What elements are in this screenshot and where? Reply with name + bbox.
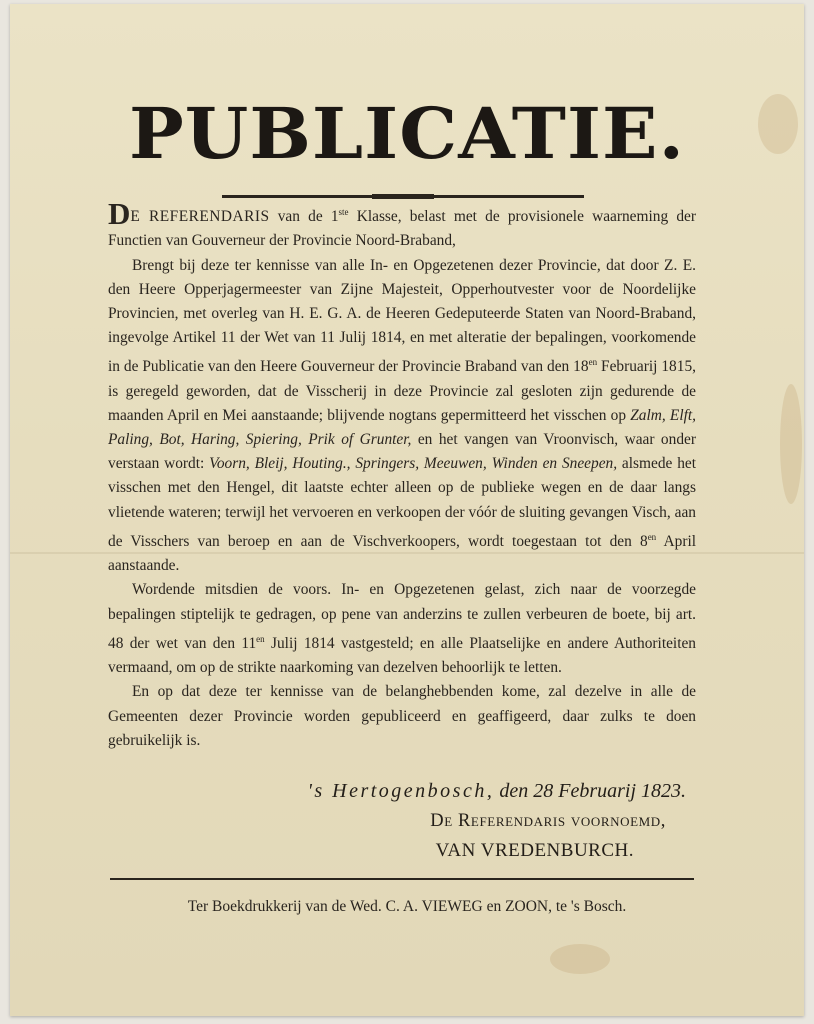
drop-cap: D	[108, 196, 131, 232]
foxing-stain	[780, 384, 802, 504]
page-title: PUBLICATIE.	[129, 92, 685, 175]
title-divider	[222, 195, 584, 198]
fish-list-allowed: Zalm, Elft, Paling, Bot, Haring, Spiering, Prik of Grunter,	[108, 406, 696, 449]
fish-list-vroonvisch: Voorn, Bleij, Houting., Springers, Meeuwen, Winden en Sneepen,	[209, 455, 618, 473]
obligation-paragraph: Wordende mitsdien de voors. In- en Opgezetenen gelast, zich naar de voorzegde bepalingen stiptelijk te gedragen, op pene van anderzins te zullen verbeuren de boete, bij art. 48 der wet van den $11^{en}$ Julij 1814 vastgesteld; en alle Plaatselijke en andere Authoriteiten vermaand, om op de strikte naarkoming van dezelven behoorlijk te letten.	[108, 581, 697, 677]
footer-divider	[110, 878, 694, 880]
foxing-stain	[550, 944, 610, 974]
document-body	[108, 196, 697, 753]
signature-name: VAN VREDENBURCH.	[435, 840, 634, 861]
signature-role: De Referendaris voornoemd,	[430, 811, 666, 831]
announcement-paragraph: Brengt bij deze ter kennisse van alle In- en Opgezetenen dezer Provincie, dat door Z. E. den Heere Opperjagermeester van Zijne Majesteit, Opperhoutvester voor de Noordelijke Provincien, met overleg van H. E. G. A. de Heeren Gedeputeerde Staten van Noord-Braband, ingevolge Artikel 11 der Wet van 11 Julij 1814, en met alteratie der bepalingen, voorkomende in de Publicatie van den Heere Gouverneur der Provincie Braband van den $18^{en}$ Februarij 1815, is geregeld geworden, dat de Visscherij in deze Provincie zal gesloten zijn gedurende de maanden April en Mei aanstaande; blijvende nogtans gepermitteerd het visschen op Zalm, Elft, Paling, Bot, Haring, Spiering, Prik of Grunter, en het vangen van Vroonvisch, waar onder verstaan wordt: Voorn, Bleij, Houting., Springers, Meeuwen, Winden en Sneepen, alsmede het visschen met den Hengel, dit laatste echter alleen op de publieke wegen en de daar langs vlietende wateren; terwijl het vervoeren en verkoopen der vóór de sluiting gevangen Visch, aan de Visschers van beroep en aan de Vischverkoopers, wordt toegestaan tot den $8^{en}$ April aanstaande.	[108, 256, 696, 575]
publication-paragraph: En op dat deze ter kennisse van de belanghebbenden kome, zal dezelve in alle de Gemeenten dezer Provincie worden gepubliceerd en geaffigeerd, daar zulks te doen gebruikelijk is.	[108, 683, 696, 749]
opening-paragraph: DE REFERENDARIS van de 1ste Klasse, belast met de provisionele waarneming der Functien van Gouverneur der Provincie Noord-Braband,	[108, 196, 696, 250]
signature-place-date: 's Hertogenbosch, den 28 Februarij 1823.	[307, 780, 686, 802]
printer-imprint: Ter Boekdrukkerij van de Wed. C. A. VIEWEG en ZOON, te 's Bosch.	[187, 898, 627, 915]
